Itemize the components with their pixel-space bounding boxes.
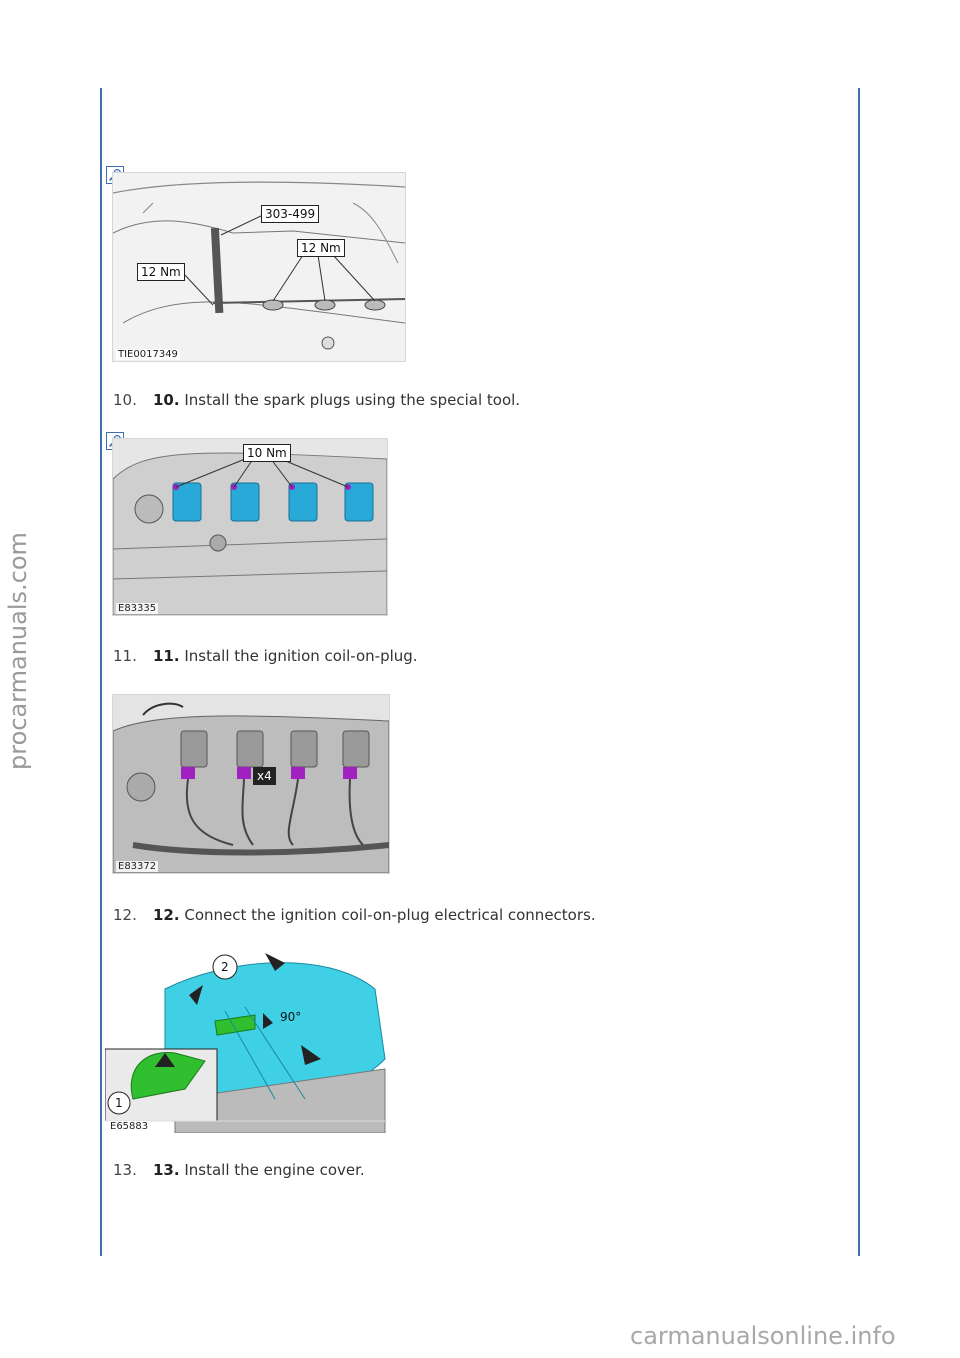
figure-code: E65883 <box>110 1121 149 1132</box>
callout-item-2: 2 <box>221 960 229 974</box>
left-margin-rule <box>100 88 102 1256</box>
step-number: 10. <box>113 391 137 409</box>
figure-code: E83335 <box>118 603 157 614</box>
step-12 <box>113 905 813 925</box>
figure-engine-cover <box>104 948 388 1134</box>
step-label: 12. <box>153 906 180 924</box>
callout-count: x4 <box>253 767 276 785</box>
figure-spark-plugs <box>112 172 406 362</box>
right-margin-rule <box>858 88 860 1256</box>
figure-code: TIE0017349 <box>118 349 178 360</box>
engine-cover-illustration <box>105 949 387 1133</box>
side-watermark: procarmanuals.com <box>4 532 32 770</box>
step-label: 13. <box>153 1161 180 1179</box>
callout-torque-left: 12 Nm <box>137 263 185 281</box>
bottom-watermark: carmanualsonline.info <box>630 1322 896 1350</box>
step-10 <box>113 390 813 410</box>
step-11 <box>113 646 813 666</box>
callout-torque: 10 Nm <box>243 444 291 462</box>
step-label: 10. <box>153 391 180 409</box>
step-number: 12. <box>113 906 137 924</box>
step-13 <box>113 1160 813 1180</box>
figure-connectors <box>112 694 390 874</box>
callout-angle: 90° <box>280 1010 302 1024</box>
figure-coil-on-plug <box>112 438 388 616</box>
connectors-illustration <box>113 695 389 873</box>
step-text: Install the engine cover. <box>179 1161 365 1179</box>
coil-on-plug-illustration <box>113 439 387 615</box>
step-text: Connect the ignition coil-on-plug electrical connectors. <box>179 906 596 924</box>
callout-item-1: 1 <box>115 1096 123 1110</box>
step-text: Install the spark plugs using the special tool. <box>179 391 521 409</box>
step-number: 11. <box>113 647 137 665</box>
step-number: 13. <box>113 1161 137 1179</box>
callout-torque-right: 12 Nm <box>297 239 345 257</box>
figure-code: E83372 <box>118 861 157 872</box>
step-label: 11. <box>153 647 180 665</box>
callout-tool-number: 303-499 <box>261 205 319 223</box>
step-text: Install the ignition coil-on-plug. <box>179 647 418 665</box>
